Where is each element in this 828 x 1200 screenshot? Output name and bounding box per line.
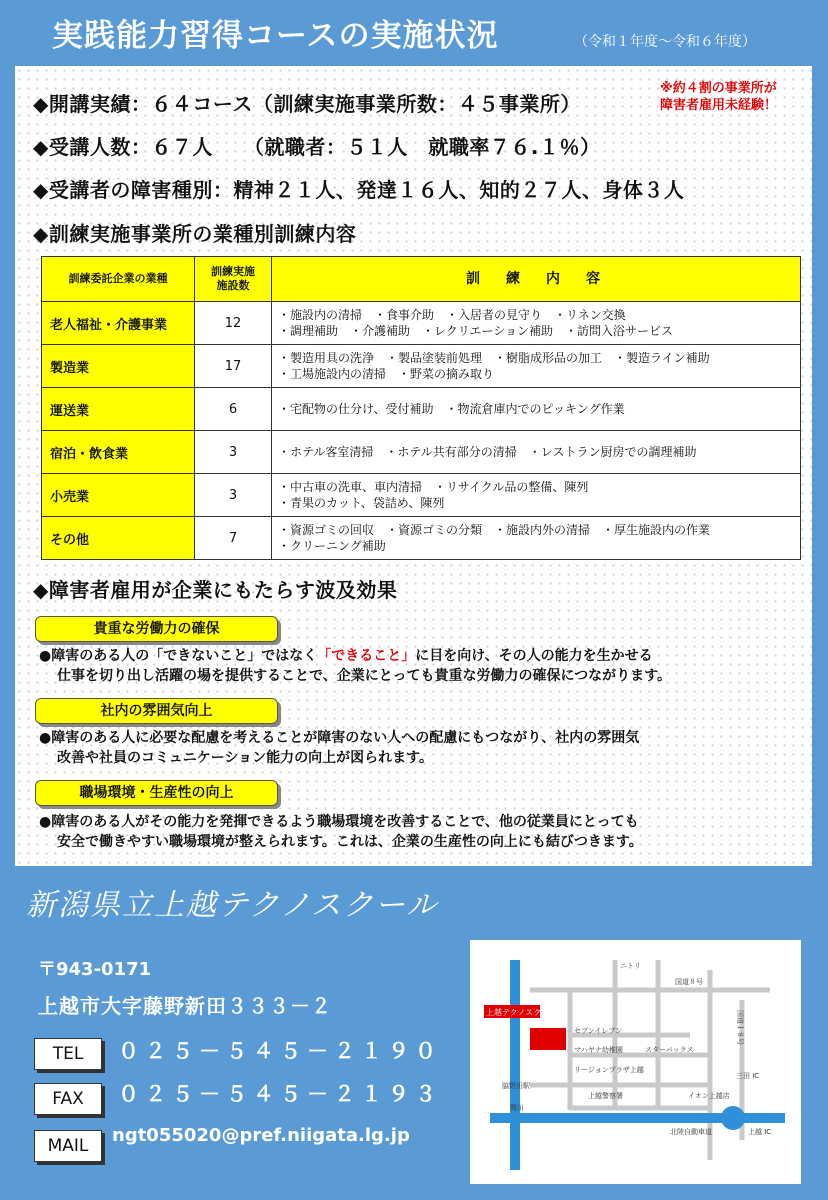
content-line: ・調理補助 ・介護補助 ・レクリエーション補助 ・訪問入浴サービス: [278, 324, 674, 338]
content-header: 訓 練 内 容: [272, 257, 801, 302]
period-subtitle: （令和１年度〜令和６年度）: [574, 34, 756, 50]
industry-cell: 製造業: [42, 345, 195, 388]
postal-code: 〒943-0171: [38, 959, 152, 980]
effect-text-atmosphere: [39, 728, 799, 768]
label-starbucks: スターバックス: [645, 1046, 694, 1054]
label-route8: 国道８号: [675, 978, 703, 986]
effect-text-part: に目を向け、その人の能力を生かせる: [415, 648, 653, 664]
content-cell: [272, 302, 801, 345]
fax-number: ０２５－５４５－２１９３: [118, 1082, 442, 1106]
page-title: 実践能力習得コースの実施状況: [52, 18, 499, 54]
count-cell: 6: [195, 388, 272, 431]
table-row: [42, 517, 801, 560]
count-cell: 3: [195, 474, 272, 517]
courses-summary: ◆開講実績：６４コース（訓練実施事業所数：４５事業所）: [33, 92, 581, 116]
content-line: ・製造用具の洗浄 ・製品塗装前処理 ・樹脂成形品の加工 ・製造ライン補助: [278, 351, 710, 365]
label-police: 上越警察署: [588, 1092, 623, 1100]
industry-cell: 運送業: [42, 388, 195, 431]
count-cell: 12: [195, 302, 272, 345]
label-river: 関川: [510, 1104, 524, 1112]
content-line: ・資源ゴミの回収 ・資源ゴミの分類 ・施設内外の清掃 ・厚生施設内の作業: [278, 523, 711, 537]
count-cell: 7: [195, 517, 272, 560]
label-ic-mita: 三田 IC: [736, 1072, 760, 1080]
content-cell: [272, 517, 801, 560]
note-line-1: ※約４割の事業所が: [660, 81, 777, 96]
content-line: ・クリーニング補助: [278, 539, 386, 553]
training-table: [41, 256, 801, 560]
table-header-row: [42, 257, 801, 302]
map-roads: [530, 960, 770, 1160]
tel-number[interactable]: ０２５－５４５－２１９０: [118, 1039, 442, 1063]
effects-heading: ◆障害者雇用が企業にもたらす波及効果: [33, 578, 398, 602]
count-cell: 17: [195, 345, 272, 388]
note-callout: [631, 80, 806, 114]
industry-cell: 老人福祉・介護事業: [42, 302, 195, 345]
header: [0, 0, 828, 66]
table-row: [42, 431, 801, 474]
label-seven: セブンイレブン: [574, 1027, 623, 1035]
industry-cell: その他: [42, 517, 195, 560]
effect-line: ●障害のある人がその能力を発揮できるよう職場環境を改善することで、他の従業員にとっても: [39, 814, 639, 830]
effect-line: 仕事を切り出し活躍の場を提供することで、企業にとっても貴重な労働力の確保につながります。: [57, 668, 672, 684]
effect-text-labor: [39, 646, 799, 686]
effect-badge-labor: 貴重な労働力の確保: [35, 616, 278, 642]
effect-badge-productivity: 職場環境・生産性の向上: [35, 780, 278, 806]
table-row: [42, 388, 801, 431]
access-map: [470, 940, 801, 1184]
content-line: ・施設内の清掃 ・食事介助 ・入居者の見守り ・リネン交換: [278, 308, 626, 322]
content-cell: [272, 388, 801, 431]
school-marker: [530, 1028, 566, 1050]
label-nitori: ニトリ: [620, 962, 641, 970]
table-row: [42, 302, 801, 345]
content-line: ・宅配物の仕分け、受付補助 ・物流倉庫内でのピッキング作業: [278, 402, 625, 416]
railway-line: [510, 960, 520, 1170]
industry-cell: 宿泊・飲食業: [42, 431, 195, 474]
content-line: ・ホテル客室清掃 ・ホテル共有部分の清掃 ・レストラン厨房での調理補助: [278, 445, 697, 459]
table-heading: ◆訓練実施事業所の業種別訓練内容: [33, 222, 357, 246]
label-route18: 国道１８号: [736, 1010, 744, 1045]
label-kindergarten: マハヤナ幼稚園: [574, 1046, 623, 1054]
effect-line: 安全で働きやすい職場環境が整えられます。これは、企業の生産性の向上にも結びつきます。: [57, 834, 643, 850]
content-cell: [272, 431, 801, 474]
note-line-2: 障害者雇用未経験！: [659, 98, 777, 113]
effect-highlight: 「できること」: [317, 648, 416, 664]
count-cell: 3: [195, 431, 272, 474]
label-lifeplaza: リージョンプラザ上越: [574, 1066, 644, 1074]
address: 上越市大字藤野新田３３３－２: [38, 994, 332, 1018]
content-cell: [272, 345, 801, 388]
count-header-line-1: 訓練実施: [211, 265, 255, 278]
content-line: ・工場施設内の清掃 ・野菜の摘み取り: [278, 367, 495, 381]
mail-address[interactable]: ngt055020@pref.niigata.lg.jp: [112, 1125, 410, 1146]
label-expressway: 北陸自動車道: [670, 1128, 712, 1136]
school-label: 上越テクノスクール: [486, 1008, 558, 1017]
effect-line: 改善や社員のコミュニケーション能力の向上が図られます。: [57, 750, 434, 766]
effect-text-part: ●障害のある人の「できないこと」ではなく: [39, 648, 318, 664]
effect-line: ●障害のある人に必要な配慮を考えることが障害のない人への配慮にもつながり、社内の雰囲気: [39, 730, 640, 746]
content-line: ・中古車の洗車、車内清掃 ・リサイクル品の整備、陳列: [278, 480, 589, 494]
table-row: [42, 474, 801, 517]
tel-label: TEL: [34, 1038, 102, 1070]
industry-header: 訓練委託企業の業種: [42, 257, 195, 302]
school-name: 新潟県立上越テクノスクール: [26, 888, 439, 923]
effect-badge-atmosphere: 社内の雰囲気向上: [35, 698, 278, 724]
label-aeon: イオン上越店: [688, 1092, 730, 1100]
ic-marker: [721, 1106, 745, 1130]
label-ic-joetsu: 上越 IC: [748, 1128, 772, 1136]
table-row: [42, 345, 801, 388]
count-header-line-2: 施設数: [216, 279, 250, 292]
label-station: 脇野田駅: [502, 1082, 530, 1090]
content-cell: [272, 474, 801, 517]
content-panel: [15, 66, 812, 866]
map-svg: [470, 940, 801, 1184]
industry-cell: 小売業: [42, 474, 195, 517]
count-header: [195, 257, 272, 302]
effect-line: [39, 646, 799, 666]
trainees-summary: ◆受講人数：６７人 （就職者：５１人 就職率７６.１％）: [33, 135, 601, 159]
fax-label: FAX: [34, 1083, 102, 1115]
content-line: ・青果のカット、袋詰め、陳列: [278, 496, 445, 510]
disability-types-summary: ◆受講者の障害種別：精神２１人、発達１６人、知的２７人、身体３人: [33, 178, 685, 202]
effect-text-productivity: [39, 812, 799, 852]
mail-label: MAIL: [34, 1130, 102, 1162]
